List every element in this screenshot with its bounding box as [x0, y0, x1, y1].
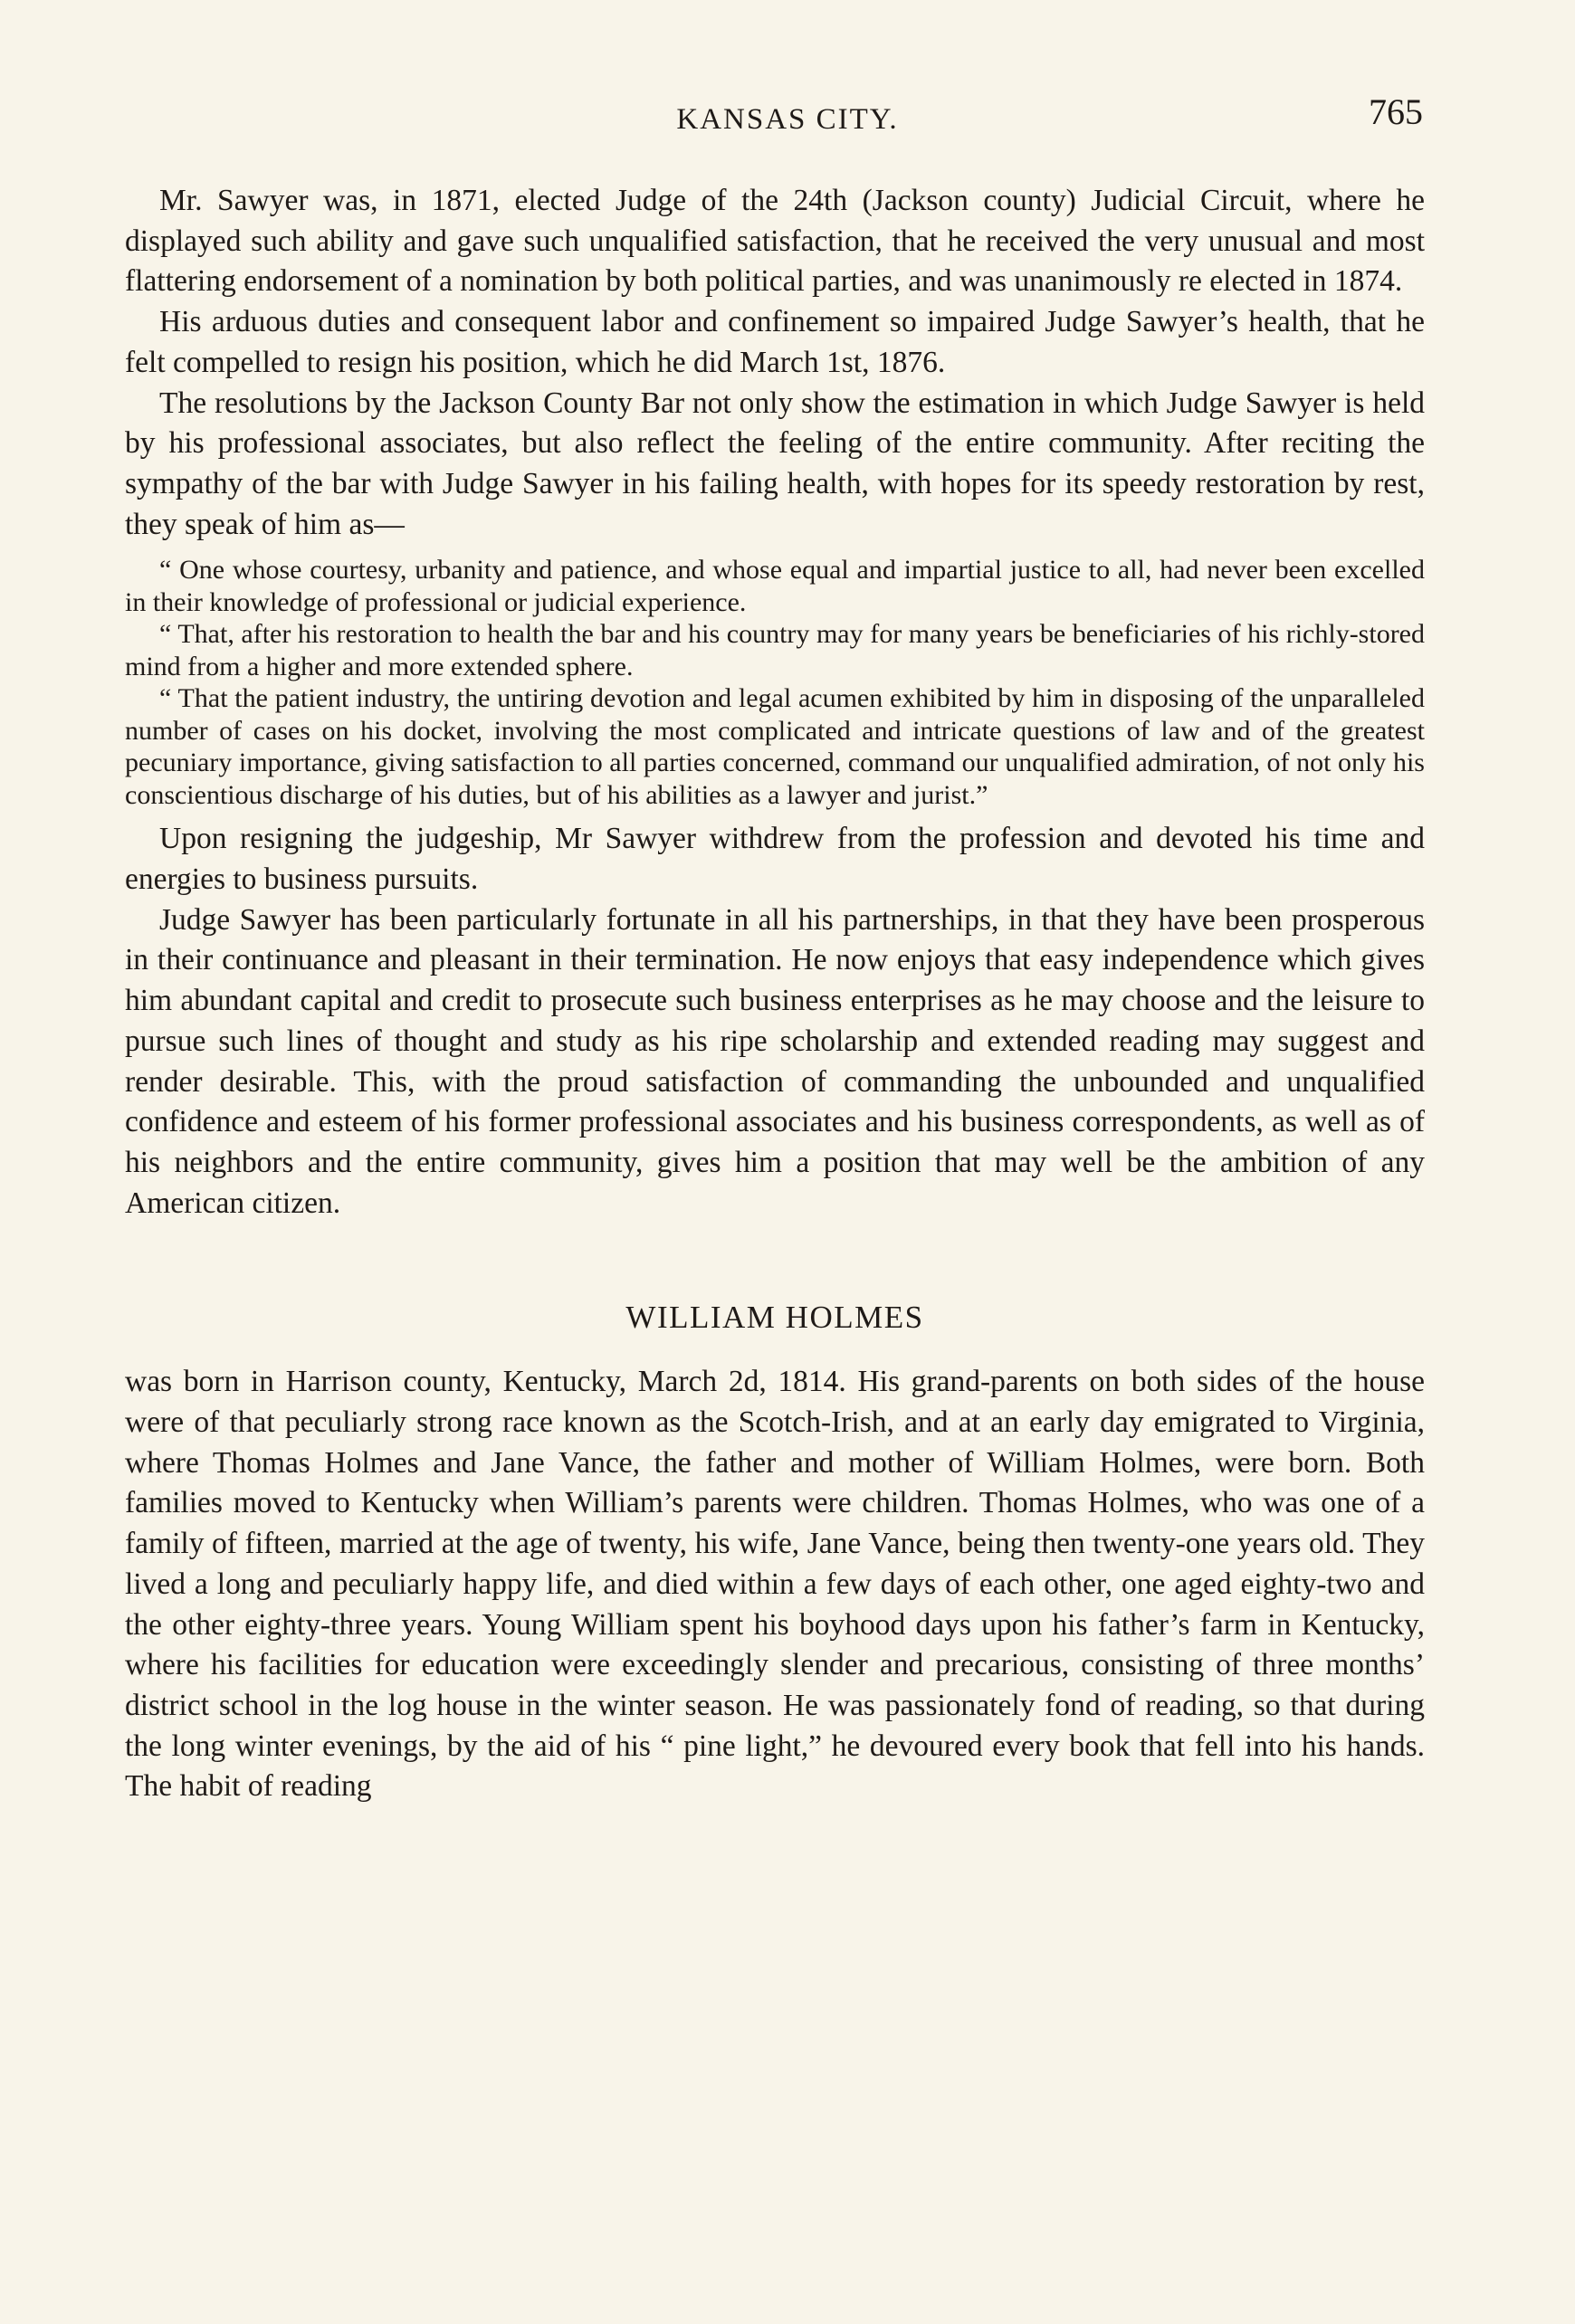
paragraph-resignation: His arduous duties and consequent labor and confinement so impaired Judge Sawyer’s health, that he felt compelled to resign his position, which he did March 1st, 1876. [125, 305, 1425, 379]
section-heading: WILLIAM HOLMES [625, 1300, 924, 1336]
body-text [125, 181, 1425, 1807]
spacer [125, 811, 1425, 819]
page-number: 765 [1369, 91, 1423, 132]
quote-restoration: “ That, after his restoration to health the bar and his country may for many years be beneficiaries of his richly-stored mind from a higher and more extended sphere. [125, 619, 1425, 681]
quote-courtesy: “ One whose courtesy, urbanity and patience, and whose equal and impartial justice to all, had never been excelled in their knowledge of professional or judicial experience. [125, 555, 1425, 617]
running-title: KANSAS CITY. [676, 103, 899, 136]
running-head [0, 90, 1575, 145]
paragraph-holmes-biography: was born in Harrison county, Kentucky, March 2d, 1814. His grand-parents on both sides of the house were of that peculiarly strong race known as the Scotch-Irish, and at an early day emigrated to Virginia, where Thomas Holmes and Jane Vance, the father and mother of William Holmes, were born. Both families moved to Kentucky when William’s parents were children. Thomas Holmes, who was one of a family of fifteen, married at the age of twenty, his wife, Jane Vance, being then twenty-one years old. They lived a long and peculiarly happy life, and died within a few days of each other, one aged eighty-two and the other eighty-three years. Young William spent his boyhood days upon his father’s farm in Kentucky, where his facilities for education were exceedingly slender and precarious, consisting of three months’ district school in the log house in the winter season. He was passionately fond of reading, so that during the long winter evenings, by the aid of his “ pine light,” he devoured every book that fell into his hands. The habit of reading [125, 1365, 1425, 1804]
paragraph-election: Mr. Sawyer was, in 1871, elected Judge of the 24th (Jackson county) Judicial Circuit, where he displayed such ability and gave such unqualified satisfaction, that he received the very unusual and most flattering endorsement of a nomination by both political parties, and was unanimously re elected in 1874. [125, 184, 1425, 299]
paragraph-resolutions: The resolutions by the Jackson County Bar not only show the estimation in which Judge Sawyer is held by his professional associates, but also reflect the feeling of the entire community. After reciting the sympathy of the bar with Judge Sawyer in his failing health, with hopes for its speedy restoration by rest, they speak of him as— [125, 386, 1425, 541]
paragraph-withdrawal: Upon resigning the judgeship, Mr Sawyer withdrew from the profession and devoted his time and energies to business pursuits. [125, 822, 1425, 897]
quote-industry: “ That the patient industry, the untiring devotion and legal acumen exhibited by him in disposing of the unparalleled number of cases on his docket, involving the most complicated and intricate questions of law and of the greatest pecuniary importance, giving satisfaction to all parties concerned, command our unqualified admiration, of not only his conscientious discharge of his duties, but of his abilities as a lawyer and jurist.” [125, 683, 1425, 810]
spacer [125, 545, 1425, 554]
paragraph-partnerships: Judge Sawyer has been particularly fortunate in all his partnerships, in that they have been prosperous in their continuance and pleasant in their termination. He now enjoys that easy independence which gives him abundant capital and credit to prosecute such business enterprises as he may choose and the leisure to pursue such lines of thought and study as his ripe scholarship and extended reading may suggest and render desirable. This, with the proud satisfaction of commanding the unbounded and unqualified confidence and esteem of his former professional associates and his business correspondents, as well as of his neighbors and the entire community, gives him a position that may well be the ambition of any American citizen. [125, 902, 1425, 1220]
